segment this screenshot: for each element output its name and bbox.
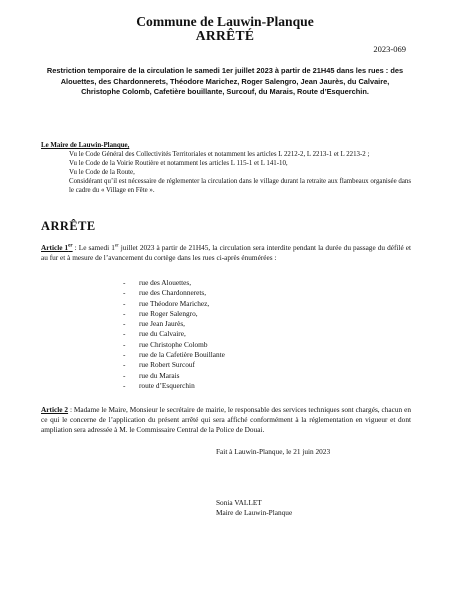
visa-route: Vu le Code de la Route, — [69, 168, 135, 176]
list-item: - rue Christophe Colomb — [123, 339, 208, 349]
visas-block — [41, 142, 411, 195]
visa-cgct: Vu le Code Général des Collectivités Territoriales et notamment les articles L 2212-2, L 2213-1 et L 2213-2 ; — [69, 150, 370, 158]
list-item: - rue Robert Surcouf — [123, 360, 195, 370]
signatory-name: Sonia VALLET — [216, 498, 262, 507]
article-2-label: Article 2 — [41, 405, 69, 414]
article-1-text-sup: er — [114, 243, 119, 249]
visa-considerant: Considérant qu’il est nécessaire de réglementer la circulation dans le village durant la retraite aux flambeaux organisée dans le cadre du « Village en Fête ». — [69, 177, 411, 194]
list-item: - rue Théodore Marichez, — [123, 298, 210, 308]
signatory-role: Maire de Lauwin-Planque — [216, 508, 293, 518]
street-list — [123, 278, 225, 391]
list-item: - rue Jean Jaurès, — [123, 319, 185, 329]
article-1-text-b: juillet 2023 à partir de 21H45, la circulation sera interdite pendant la durée du passage du défilé et au fur et à mesure de l’avancement du cortège dans les rues ci-après énumérées : — [41, 243, 411, 262]
list-item: - rue du Calvaire, — [123, 329, 186, 339]
article-1 — [41, 243, 411, 263]
list-item: - rue des Chardonnerets, — [123, 288, 207, 298]
visa-voirie: Vu le Code de la Voirie Routière et notamment les articles L 115-1 et L 141-10, — [69, 159, 288, 167]
list-item: - rue de la Cafetière Bouillante — [123, 350, 225, 360]
commune-title: Commune de Lauwin-Planque — [136, 14, 314, 29]
maire-heading: Le Maire de Lauwin-Planque, — [41, 142, 130, 149]
list-item: - route d’Esquerchin — [123, 380, 195, 390]
subject-paragraph: Restriction temporaire de la circulation le samedi 1er juillet 2023 à partir de 21H45 dans les rues : des Alouettes, des Chardonnerets, Théodore Marichez, Roger Salengro, Jean Jaurès, du Calvaire, Christophe Colomb, Cafetière bouillante, Surcouf, du Marais, Route d’Esquerchin. — [46, 66, 404, 97]
place-date: Fait à Lauwin-Planque, le 21 juin 2023 — [216, 447, 331, 456]
document-title: ARRÊTÉ — [195, 28, 255, 43]
list-item: - rue du Marais — [123, 370, 180, 380]
list-item: - rue des Alouettes, — [123, 278, 192, 287]
article-1-text-a: : Le samedi 1 — [72, 243, 115, 252]
article-2-text: : Madame le Maire, Monsieur le secrétaire de mairie, le responsable des services techniques sont chargés, chacun en ce qui le concerne de l’application du présent arrêté qui sera affiché conformément à la réglementation en vigueur et dont ampliation sera adressée à M. le Commissaire Central de la Police de Douai. — [41, 405, 411, 435]
decision-title: ARRÊTE — [41, 219, 96, 233]
list-item: - rue Roger Salengro, — [123, 308, 198, 318]
signature-block — [216, 498, 292, 518]
article-1-label: Article 1er — [41, 243, 73, 252]
article-2 — [41, 405, 411, 436]
reference-number: 2023-069 — [373, 44, 406, 54]
